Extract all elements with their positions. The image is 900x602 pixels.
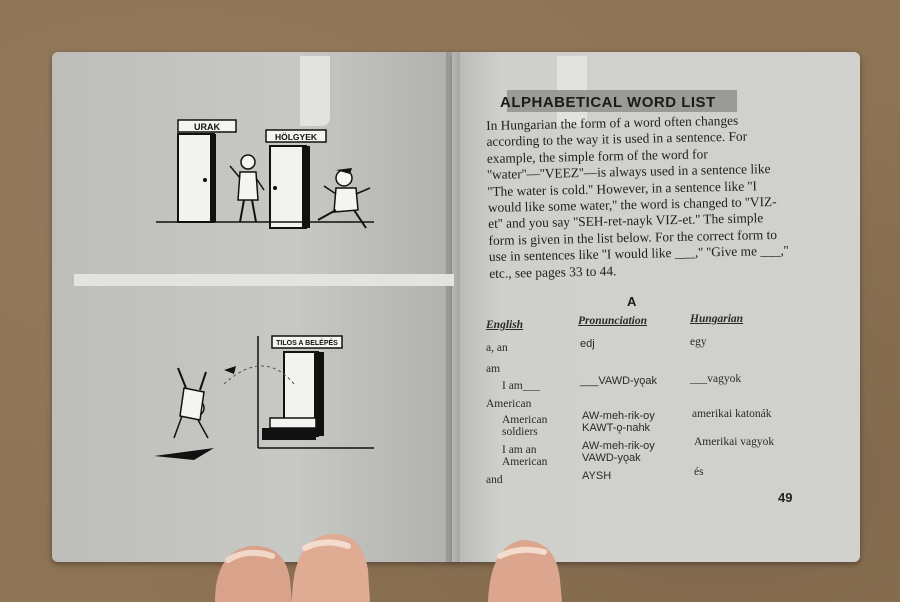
row-english: American soldiers (502, 414, 548, 438)
page-number: 49 (778, 490, 793, 505)
panel-divider (74, 274, 454, 286)
row-english: I am an American (502, 444, 548, 468)
column-pronunciation: Pronunciation (578, 315, 648, 327)
sign-men: URAK (194, 122, 220, 132)
row-hungarian: Amerikai vagyok (694, 436, 775, 448)
intro-paragraph: In Hungarian the form of a word often changes according to the way it is used in a sentence. For example, the simple form of the word for ''water''—''VEEZ''—is always used in a sentence like ''The water is cold.'' However, in a sentence like ''I would like some water,'' the word is changed to ''VIZ-et'' and you say ''SEH-ret-nayk VIZ-et.'' The simple form is given in the list below. For the correct form to use in sentences like ''I would like ___,'' ''Give me ___,'' etc., see pages 33 to 44. (486, 112, 789, 281)
illustration-no-entry (74, 288, 454, 558)
row-english: a, an (486, 342, 508, 354)
row-pronunciation: ___VAWD-yǫak (580, 375, 658, 387)
section-letter: A (627, 294, 637, 309)
row-hungarian: amerikai katonák (692, 408, 772, 420)
row-pronunciation: AW-meh-rik-oy KAWT-ǫ-nahk (582, 410, 655, 434)
illustration-restrooms (74, 60, 454, 272)
column-hungarian: Hungarian (690, 313, 744, 325)
row-english: American (486, 398, 532, 410)
row-pronunciation: AW-meh-rik-oy VAWD-yǫak (582, 440, 655, 464)
row-english: and (486, 474, 503, 486)
row-pronunciation: AYSH (582, 470, 612, 482)
row-english: I am___ (502, 380, 541, 392)
sign-women: HÖLGYEK (274, 132, 318, 142)
row-hungarian: egy (690, 336, 707, 348)
row-pronunciation: edj (580, 338, 595, 350)
row-hungarian: ___vagyok (690, 373, 742, 385)
sign-no-entry: TILOS A BELÉPÉS (276, 340, 338, 347)
column-english: English (486, 319, 524, 331)
row-hungarian: és (694, 466, 704, 478)
section-heading: ALPHABETICAL WORD LIST (500, 94, 716, 111)
row-english: am (486, 363, 501, 375)
